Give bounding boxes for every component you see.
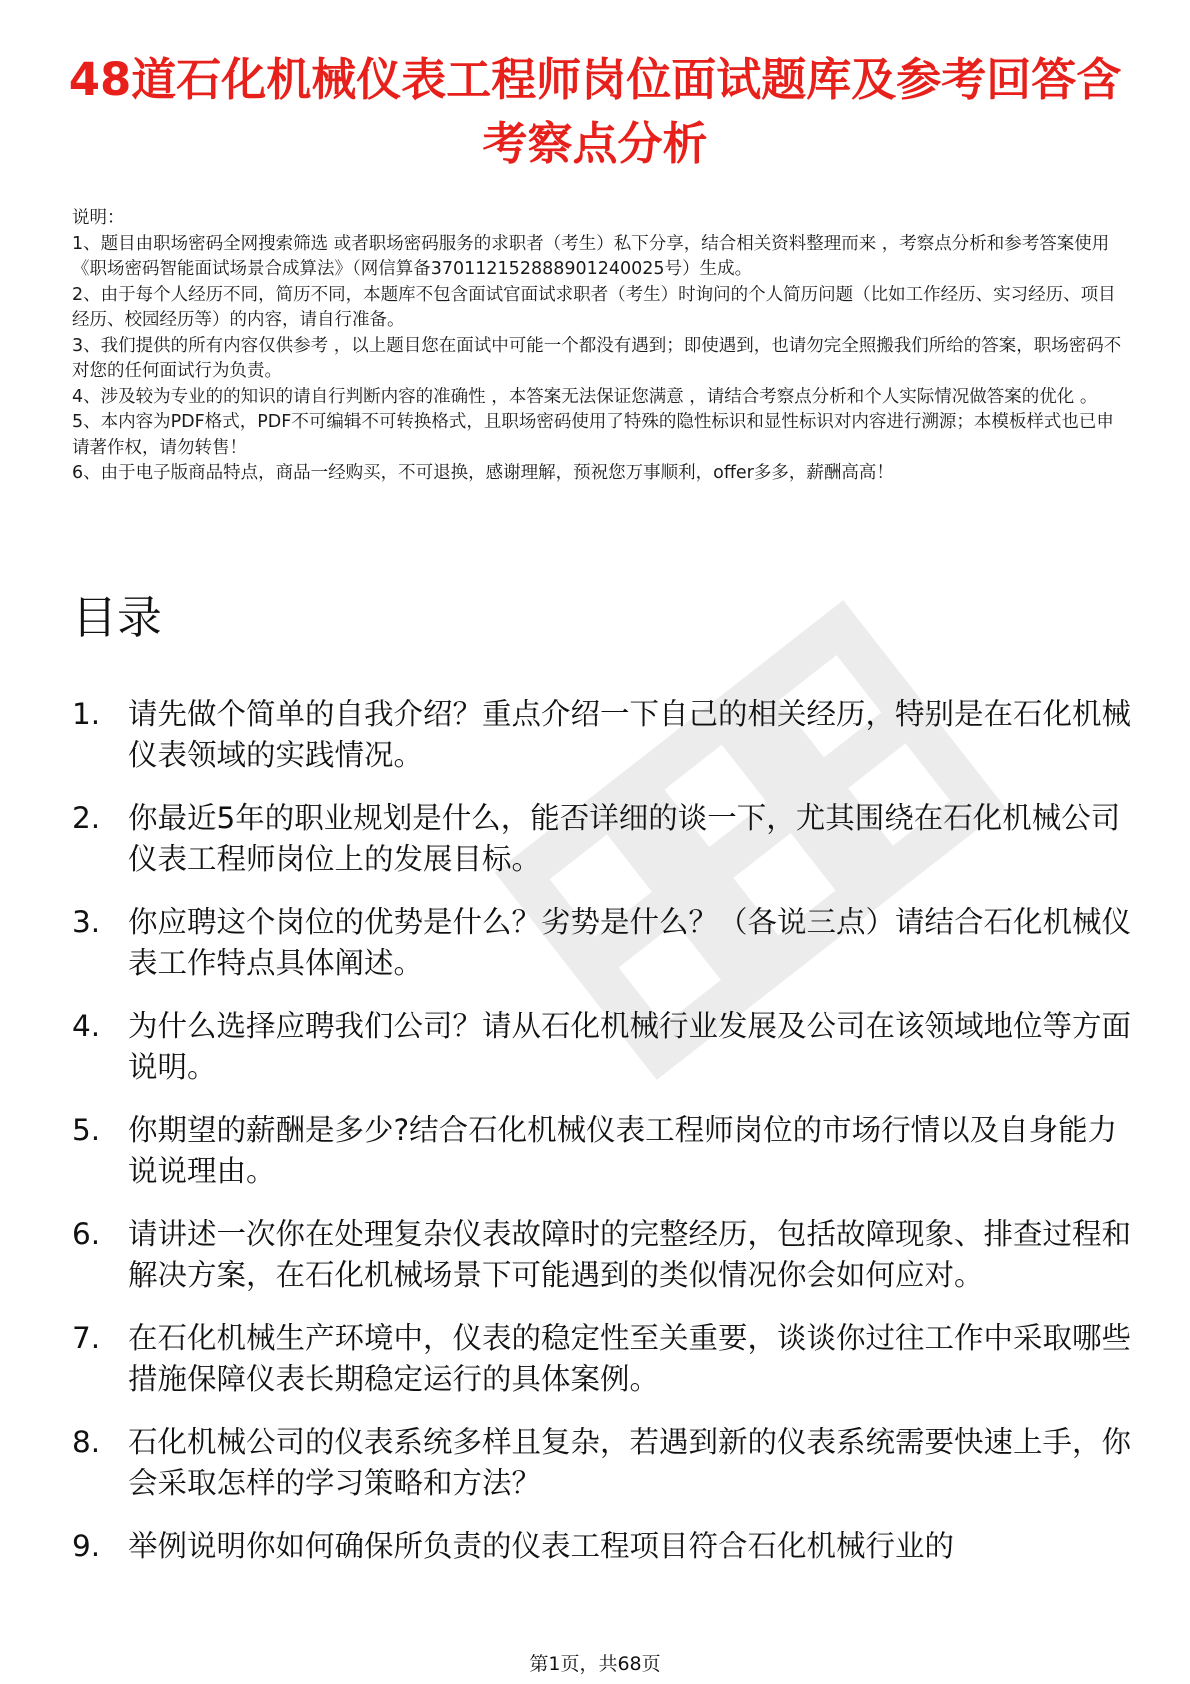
toc-item-number: 8. <box>72 1425 101 1459</box>
toc-item-number: 1. <box>72 697 101 731</box>
page-number: 第1页，共68页 <box>529 1653 661 1675</box>
toc-item-number: 5. <box>72 1113 101 1147</box>
toc-item-number: 3. <box>72 905 101 939</box>
toc-item-text: 举例说明你如何确保所负责的仪表工程项目符合石化机械行业的 <box>128 1529 955 1563</box>
notes-item: 1、题目由职场密码全网搜索筛选 或者职场密码服务的求职者（考生）私下分享，结合相关资料整理而来 ，考察点分析和参考答案使用《职场密码智能面试场景合成算法》（网信算备370112152888901240025号）生成。 <box>72 233 1110 279</box>
notes-item: 3、我们提供的所有内容仅供参考 ，以上题目您在面试中可能一个都没有遇到；即使遇到，也请勿完全照搬我们所给的答案，职场密码不对您的任何面试行为负责。 <box>72 335 1122 381</box>
toc-item-text: 在石化机械生产环境中，仪表的稳定性至关重要，谈谈你过往工作中采取哪些措施保障仪表长期稳定运行的具体案例。 <box>128 1321 1132 1396</box>
notes-item: 6、由于电子版商品特点，商品一经购买，不可退换，感谢理解，预祝您万事顺利，offer多多，薪酬高高！ <box>72 463 894 483</box>
toc-item-number: 4. <box>72 1009 101 1043</box>
toc-item[interactable] <box>72 694 1132 776</box>
toc-item-number: 7. <box>72 1321 101 1355</box>
notes-item: 5、本内容为PDF格式，PDF不可编辑不可转换格式，且职场密码使用了特殊的隐性标识和显性标识对内容进行溯源；本模板样式也已申请著作权，请勿转售！ <box>72 412 1114 458</box>
toc-item[interactable] <box>72 1422 1132 1504</box>
toc-item-text: 你最近5年的职业规划是什么，能否详细的谈一下，尤其围绕在石化机械公司仪表工程师岗位上的发展目标。 <box>128 801 1121 876</box>
document-title: 48道石化机械仪表工程师岗位面试题库及参考回答含考察点分析 <box>68 53 1122 170</box>
toc-item[interactable] <box>72 902 1132 984</box>
toc-item-text: 请先做个简单的自我介绍？重点介绍一下自己的相关经历，特别是在石化机械仪表领域的实践情况。 <box>128 697 1132 772</box>
toc-item[interactable] <box>72 1214 1132 1296</box>
toc-item[interactable] <box>72 1006 1132 1088</box>
toc-item-text: 你期望的薪酬是多少?结合石化机械仪表工程师岗位的市场行情以及自身能力说说理由。 <box>128 1113 1118 1188</box>
toc-item-number: 2. <box>72 801 101 835</box>
notes-heading: 说明： <box>72 208 125 228</box>
toc-item-text: 为什么选择应聘我们公司？请从石化机械行业发展及公司在该领域地位等方面说明。 <box>128 1009 1132 1084</box>
toc-list <box>72 694 1132 1589</box>
toc-item-number: 9. <box>72 1529 101 1563</box>
toc-item-text: 石化机械公司的仪表系统多样且复杂，若遇到新的仪表系统需要快速上手，你会采取怎样的学习策略和方法？ <box>128 1425 1132 1500</box>
toc-item-text: 你应聘这个岗位的优势是什么？劣势是什么？（各说三点）请结合石化机械仪表工作特点具体阐述。 <box>128 905 1132 980</box>
notes-item: 2、由于每个人经历不同，简历不同，本题库不包含面试官面试求职者（考生）时询问的个人简历问题（比如工作经历、实习经历、项目经历、校园经历等）的内容，请自行准备。 <box>72 284 1116 330</box>
toc-item[interactable] <box>72 1318 1132 1400</box>
toc-item[interactable] <box>72 798 1132 880</box>
notes-section <box>72 206 1122 487</box>
notes-item: 4、涉及较为专业的的知识的请自行判断内容的准确性 ，本答案无法保证您满意 ，请结合考察点分析和个人实际情况做答案的优化 。 <box>72 386 1098 407</box>
toc-item[interactable] <box>72 1110 1132 1192</box>
toc-item-text: 请讲述一次你在处理复杂仪表故障时的完整经历，包括故障现象、排查过程和解决方案，在石化机械场景下可能遇到的类似情况你会如何应对。 <box>128 1217 1132 1292</box>
toc-item-number: 6. <box>72 1217 101 1251</box>
toc-heading: 目录 <box>72 591 163 644</box>
toc-item[interactable] <box>72 1526 1132 1567</box>
